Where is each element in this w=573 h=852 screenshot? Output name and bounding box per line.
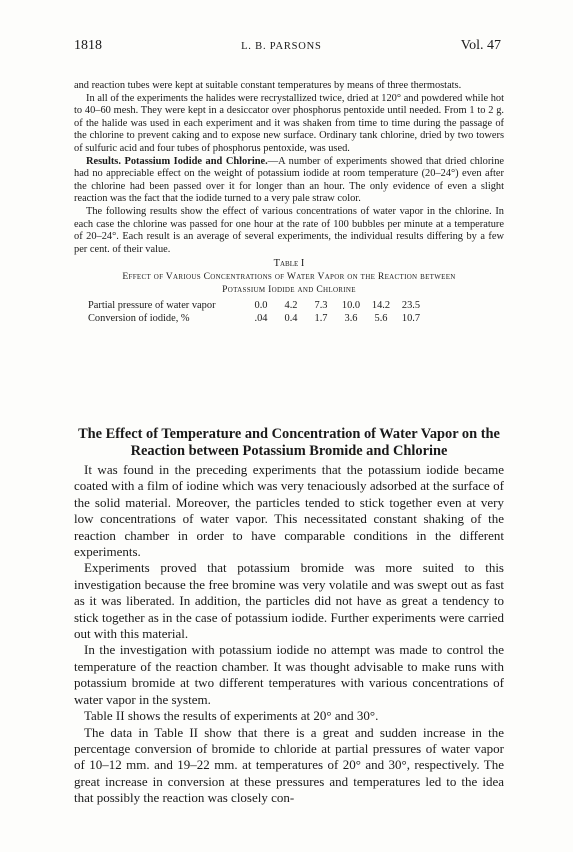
row-label-pressure: Partial pressure of water vapor bbox=[88, 300, 216, 312]
bromide-section-body bbox=[74, 462, 504, 807]
paragraph-data-table-ii: The data in Table II show that there is a great and sudden increase in the percentage conversion of bromide to chloride at partial pressures of water vapor of 10–12 mm. and 19–22 mm. at temperatures of 20° and 30°, respectively. The great increase in conversion at these pressures and temperatures led to the idea that possibly the reaction was closely con- bbox=[74, 724, 504, 806]
section-heading-line1: The Effect of Temperature and Concentration of Water Vapor on the bbox=[78, 426, 500, 442]
paragraph-temperature-control: In the investigation with potassium iodide no attempt was made to control the temperature of the reaction chamber. It was thought advisable to make runs with potassium bromide at two different temperatures with various concentrations of water vapor in the system. bbox=[74, 642, 504, 707]
table-row bbox=[88, 300, 426, 313]
running-header bbox=[74, 38, 501, 58]
table-cell: 10.7 bbox=[401, 312, 421, 324]
table-cell: 1.7 bbox=[314, 312, 328, 324]
table-cell: 23.5 bbox=[401, 300, 421, 312]
volume-label: Vol. 47 bbox=[460, 38, 501, 53]
row-label-conversion: Conversion of iodide, % bbox=[88, 312, 190, 324]
table-cell: 4.2 bbox=[284, 300, 298, 312]
paragraph-thermostats: and reaction tubes were kept at suitable constant temperatures by means of three thermostats. bbox=[74, 80, 462, 91]
section-heading bbox=[74, 426, 504, 460]
table-1 bbox=[88, 300, 426, 325]
page-number: 1818 bbox=[74, 38, 102, 53]
experimental-section bbox=[74, 80, 504, 325]
table-title-line2: Potassium Iodide and Chlorine bbox=[222, 283, 356, 295]
table-cell: 14.2 bbox=[371, 300, 391, 312]
running-author: L. B. PARSONS bbox=[241, 41, 322, 52]
table-cell: 10.0 bbox=[341, 300, 361, 312]
table-caption: Table I bbox=[273, 258, 305, 270]
paragraph-halides: In all of the experiments the halides were recrystallized twice, dried at 120° and powdered while hot to 40–60 mesh. They were kept in a desiccator over phosphorus pentoxide until needed. From 1 to 2 g. of the halide was used in each experiment and it was shaken from time to time during the passage of the chlorine to prevent caking and to expose new surface. Ordinary tank chlorine, dried by two towers of sulfuric acid and four tubes of phosphorus pentoxide, was used. bbox=[74, 92, 504, 154]
paragraph-water-vapor: The following results show the effect of various concentrations of water vapor in the chlorine. In each case the chlorine was passed for one hour at the rate of 100 bubbles per minute at a temperature of 20–24°. Each result is an average of several experiments, the individual results differing by a few per cent. of their value. bbox=[74, 205, 504, 255]
table-cell: .04 bbox=[254, 312, 268, 324]
table-cell: 7.3 bbox=[314, 300, 328, 312]
table-row bbox=[88, 313, 426, 326]
results-heading: Results. Potassium Iodide and Chlorine. bbox=[86, 155, 268, 167]
paragraph-table-ii: Table II shows the results of experiments at 20° and 30°. bbox=[84, 708, 379, 724]
paragraph-iodide-film: It was found in the preceding experiments that the potassium iodide became coated with a film of iodine which was very tenaciously adsorbed at the surface of the solid material. Moreover, the particles tended to stick together even at very low concentrations of water vapor. This necessitated constant shaking of the reaction chamber in order to have comparable conditions in the different experiments. bbox=[74, 462, 504, 560]
table-cell: 3.6 bbox=[344, 312, 358, 324]
results-text: —A number of experiments showed that dried chlorine had no appreciable effect on the weight of potassium iodide at room temperature (20–24°) even after the chlorine had been passed over it for longer than an hour. The only evidence of even a slight reaction was the fact that the iodide turned to a very pale straw color. bbox=[74, 155, 505, 205]
table-cell: 0.0 bbox=[254, 300, 268, 312]
paragraph-results bbox=[74, 156, 504, 206]
table-title-line1: Effect of Various Concentrations of Water Vapor on the Reaction between bbox=[122, 270, 456, 282]
table-cell: 5.6 bbox=[374, 312, 388, 324]
section-heading-line2: Reaction between Potassium Bromide and Chlorine bbox=[130, 443, 448, 459]
table-cell: 0.4 bbox=[284, 312, 298, 324]
paragraph-bromide-suited: Experiments proved that potassium bromide was more suited to this investigation because the free bromine was very volatile and was swept out as fast as it was liberated. In addition, the particles did not have as great a tendency to stick together as in the case of potassium iodide. Further experiments were carried out with this material. bbox=[74, 560, 504, 642]
